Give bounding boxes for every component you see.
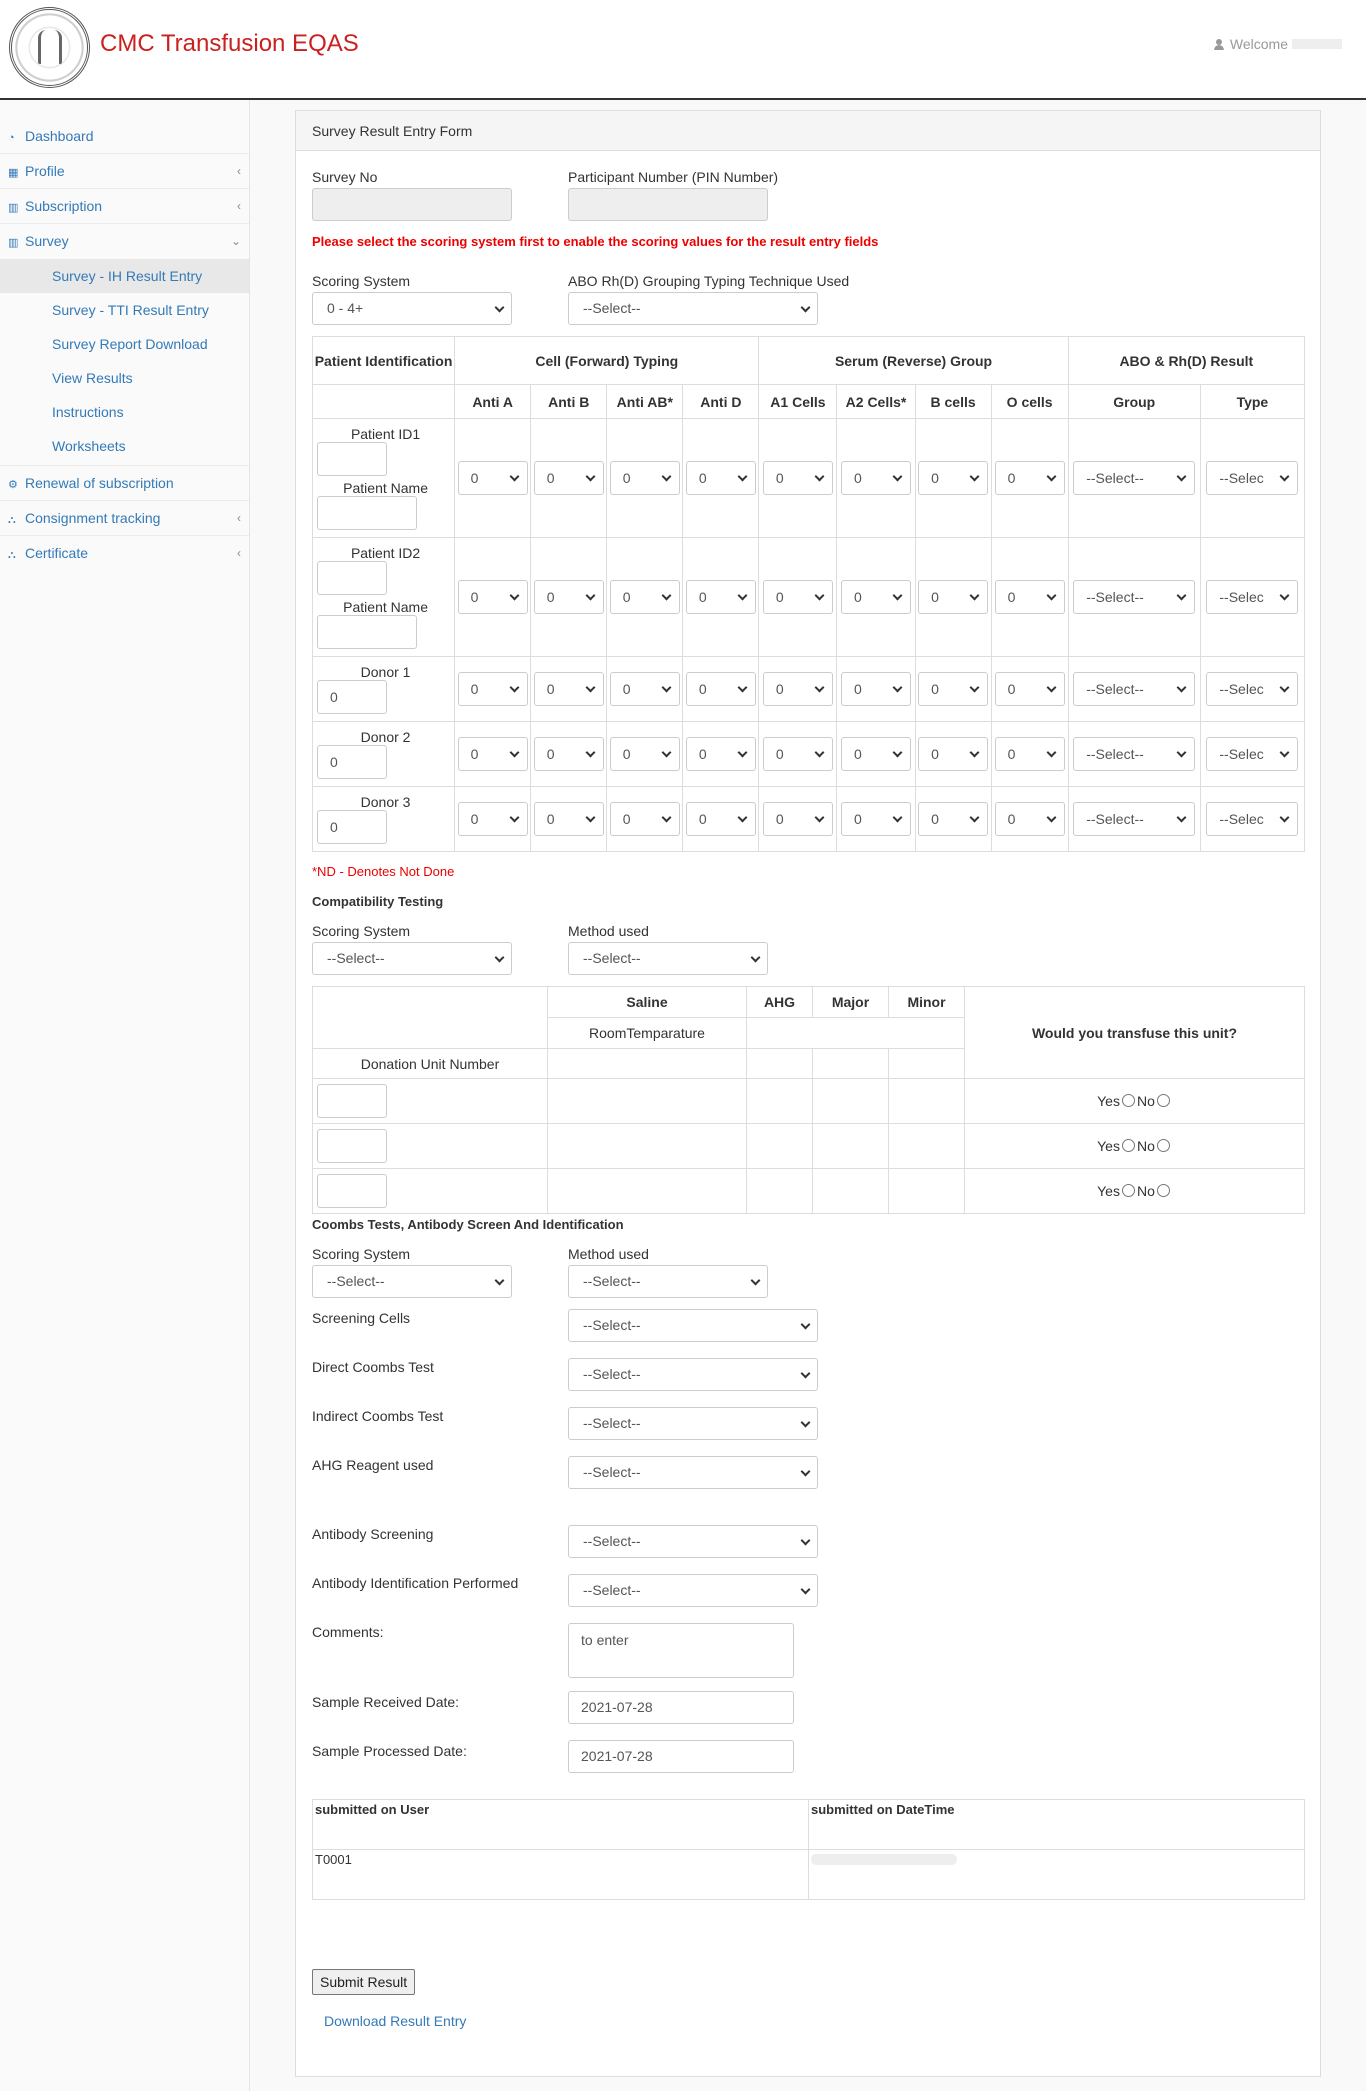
donor-3-input[interactable]: 0 <box>317 810 387 844</box>
submitted-user-value: T0001 <box>313 1850 809 1900</box>
b-cells-select[interactable]: 0 <box>918 580 988 614</box>
serum-group-header: Serum (Reverse) Group <box>759 337 1068 385</box>
compatibility-table: Saline AHG Major Minor Would you transfuse this unit? RoomTemparature Donation Unit Number Yes No Yes No Yes No <box>312 986 1305 1214</box>
transfuse-yes-radio[interactable] <box>1122 1184 1135 1197</box>
col-anti-a: Anti A <box>455 385 531 419</box>
col-a1-cells: A1 Cells <box>759 385 837 419</box>
anti-ab-select[interactable]: 0 <box>610 737 680 771</box>
pin-label: Participant Number (PIN Number) <box>568 169 779 185</box>
transfuse-question: Would you transfuse this unit? <box>965 987 1305 1079</box>
chevron-left-icon: ‹ <box>237 546 241 560</box>
patient-name-label: Patient Name <box>343 599 428 615</box>
sitemap-icon: ⛬ <box>8 514 16 526</box>
college-logo <box>9 7 90 88</box>
submitted-user-header: submitted on User <box>313 1800 809 1850</box>
a1-cells-select[interactable]: 0 <box>763 802 833 836</box>
gears-icon: ⚙ <box>8 479 18 491</box>
donor-1-input[interactable]: 0 <box>317 680 387 714</box>
col-o-cells: O cells <box>991 385 1068 419</box>
donation-unit-input[interactable] <box>317 1129 387 1163</box>
chevron-left-icon: ‹ <box>237 511 241 525</box>
patient-id1-input[interactable] <box>317 442 387 476</box>
ahg-reagent-select[interactable]: --Select-- <box>568 1456 818 1489</box>
anti-a-select[interactable]: 0 <box>458 802 528 836</box>
anti-a-select[interactable]: 0 <box>458 672 528 706</box>
download-result-entry-link[interactable]: Download Result Entry <box>324 2013 467 2029</box>
group-select[interactable]: --Select-- <box>1073 672 1195 706</box>
type-select[interactable]: --Selec <box>1206 737 1298 771</box>
sidebar-item-survey[interactable]: ▥ Survey ⌄ <box>0 224 249 259</box>
col-anti-d: Anti D <box>683 385 759 419</box>
comments-textarea[interactable]: to enter <box>568 1623 794 1678</box>
b-cells-select[interactable]: 0 <box>918 802 988 836</box>
anti-b-select[interactable]: 0 <box>534 461 604 495</box>
donation-unit-input[interactable] <box>317 1174 387 1208</box>
b-cells-select[interactable]: 0 <box>918 672 988 706</box>
o-cells-select[interactable]: 0 <box>995 672 1065 706</box>
a2-cells-select[interactable]: 0 <box>841 672 911 706</box>
antibody-screening-label: Antibody Screening <box>312 1526 434 1542</box>
donor-3-label: Donor 3 <box>360 794 411 810</box>
donor-row-3 <box>313 787 1305 852</box>
sidebar-item-view-results[interactable]: View Results <box>52 370 133 386</box>
b-cells-select[interactable]: 0 <box>918 461 988 495</box>
patient-id2-label: Patient ID2 <box>350 545 421 561</box>
group-select[interactable]: --Select-- <box>1073 802 1195 836</box>
donor-row-1 <box>313 657 1305 722</box>
processed-date-input[interactable]: 2021-07-28 <box>568 1740 794 1773</box>
technique-label: ABO Rh(D) Grouping Typing Technique Used <box>568 273 850 289</box>
pin-field[interactable] <box>568 188 768 221</box>
patient-id1-label: Patient ID1 <box>350 426 421 442</box>
technique-select[interactable]: --Select-- <box>568 292 818 325</box>
sidebar-item-tti-result-entry[interactable]: Survey - TTI Result Entry <box>52 302 209 318</box>
received-date-input[interactable]: 2021-07-28 <box>568 1691 794 1724</box>
sidebar-item-worksheets[interactable]: Worksheets <box>52 438 126 454</box>
table-icon: ▦ <box>8 167 19 179</box>
anti-b-select[interactable]: 0 <box>534 802 604 836</box>
a1-cells-select[interactable]: 0 <box>763 737 833 771</box>
dashboard-icon: ◔ <box>8 132 15 144</box>
type-select[interactable]: --Selec <box>1206 672 1298 706</box>
sidebar-item-consignment[interactable]: ⛬ Consignment tracking ‹ <box>0 501 249 536</box>
ahg-reagent-label: AHG Reagent used <box>312 1457 434 1473</box>
sidebar-item-certificate[interactable]: ⛬ Certificate ‹ <box>0 536 249 571</box>
anti-d-select[interactable]: 0 <box>686 580 756 614</box>
cell-typing-header: Cell (Forward) Typing <box>455 337 759 385</box>
b-cells-select[interactable]: 0 <box>918 737 988 771</box>
abo-result-header: ABO & Rh(D) Result <box>1068 337 1304 385</box>
col-group: Group <box>1068 385 1200 419</box>
compat-method-select[interactable]: --Select-- <box>568 942 768 975</box>
sidebar-item-renewal[interactable]: ⚙ Renewal of subscription <box>0 466 249 501</box>
scoring-system-label: Scoring System <box>312 273 411 289</box>
a2-cells-select[interactable]: 0 <box>841 461 911 495</box>
screening-cells-label: Screening Cells <box>312 1310 411 1326</box>
compat-scoring-select[interactable]: --Select-- <box>312 942 512 975</box>
chevron-left-icon: ‹ <box>237 164 241 178</box>
col-anti-b: Anti B <box>531 385 607 419</box>
abo-result-table <box>312 336 1305 852</box>
result-entry-panel <box>295 110 1321 2077</box>
antibody-id-label: Antibody Identification Performed <box>312 1575 519 1591</box>
group-select[interactable]: --Select-- <box>1073 580 1195 614</box>
anti-d-select[interactable]: 0 <box>686 461 756 495</box>
compat-scoring-label: Scoring System <box>312 923 411 939</box>
welcome-user[interactable]: Welcome <box>1214 36 1342 52</box>
datetime-redacted <box>811 1854 957 1865</box>
received-date-label: Sample Received Date: <box>312 1694 460 1710</box>
patient-identification-header: Patient Identification <box>313 337 455 385</box>
sidebar-item-survey-report-download[interactable]: Survey Report Download <box>52 336 208 352</box>
username-redacted <box>1292 39 1342 49</box>
type-select[interactable]: --Selec <box>1206 461 1298 495</box>
anti-a-select[interactable]: 0 <box>458 737 528 771</box>
survey-no-label: Survey No <box>312 169 378 185</box>
coombs-method-label: Method used <box>568 1246 649 1262</box>
minor-header: Minor <box>889 987 965 1018</box>
a1-cells-select[interactable]: 0 <box>763 461 833 495</box>
submitted-datetime-header: submitted on DateTime <box>809 1800 1305 1850</box>
ahg-header: AHG <box>747 987 813 1018</box>
transfuse-no-radio[interactable] <box>1157 1184 1170 1197</box>
o-cells-select[interactable]: 0 <box>995 737 1065 771</box>
o-cells-select[interactable]: 0 <box>995 580 1065 614</box>
indirect-coombs-label: Indirect Coombs Test <box>312 1408 444 1424</box>
app-title: CMC Transfusion EQAS <box>100 30 359 57</box>
user-icon <box>1214 39 1224 50</box>
room-temp-header: RoomTemparature <box>548 1018 747 1049</box>
direct-coombs-select[interactable]: --Select-- <box>568 1358 818 1391</box>
bar-chart-icon: ▥ <box>8 237 19 249</box>
transfuse-no-radio[interactable] <box>1157 1094 1170 1107</box>
anti-a-select[interactable]: 0 <box>458 580 528 614</box>
bar-chart-icon: ▥ <box>8 202 19 214</box>
sidebar-item-subscription[interactable]: ▥ Subscription ‹ <box>0 189 249 224</box>
anti-b-select[interactable]: 0 <box>534 737 604 771</box>
chevron-left-icon: ‹ <box>237 199 241 213</box>
indirect-coombs-select[interactable]: --Select-- <box>568 1407 818 1440</box>
donation-unit-input[interactable] <box>317 1084 387 1118</box>
compatibility-title: Compatibility Testing <box>312 894 444 909</box>
compat-method-label: Method used <box>568 923 649 939</box>
group-select[interactable]: --Select-- <box>1073 461 1195 495</box>
col-a2-cells: A2 Cells* <box>837 385 915 419</box>
antibody-id-select[interactable]: --Select-- <box>568 1574 818 1607</box>
donor-1-label: Donor 1 <box>360 664 411 680</box>
sidebar-item-ih-result-entry[interactable]: Survey - IH Result Entry <box>0 259 249 293</box>
patient-name1-input[interactable] <box>317 496 417 530</box>
anti-ab-select[interactable]: 0 <box>610 802 680 836</box>
donation-unit-header: Donation Unit Number <box>313 1049 548 1079</box>
coombs-title: Coombs Tests, Antibody Screen And Identification <box>312 1217 624 1232</box>
submission-table <box>312 1799 1305 1900</box>
sidebar-item-profile[interactable]: ▦ Profile ‹ <box>0 154 249 189</box>
nd-note: *ND - Denotes Not Done <box>312 864 455 879</box>
o-cells-select[interactable]: 0 <box>995 802 1065 836</box>
donor-2-input[interactable]: 0 <box>317 745 387 779</box>
sidebar-item-dashboard[interactable]: ◔ Dashboard <box>0 119 249 154</box>
sitemap-icon: ⛬ <box>8 549 16 561</box>
group-select[interactable]: --Select-- <box>1073 737 1195 771</box>
scoring-warning: Please select the scoring system first to enable the scoring values for the result entry fields <box>312 234 879 249</box>
a1-cells-select[interactable]: 0 <box>763 672 833 706</box>
survey-no-field[interactable] <box>312 188 512 221</box>
coombs-method-select[interactable]: --Select-- <box>568 1265 768 1298</box>
patient-name-label: Patient Name <box>343 480 428 496</box>
anti-b-select[interactable]: 0 <box>534 580 604 614</box>
sidebar <box>0 100 250 2091</box>
major-header: Major <box>813 987 889 1018</box>
col-anti-ab: Anti AB* <box>607 385 683 419</box>
screening-cells-select[interactable]: --Select-- <box>568 1309 818 1342</box>
top-bar <box>0 0 1366 100</box>
a2-cells-select[interactable]: 0 <box>841 802 911 836</box>
anti-ab-select[interactable]: 0 <box>610 461 680 495</box>
anti-ab-select[interactable]: 0 <box>610 672 680 706</box>
coombs-scoring-select[interactable]: --Select-- <box>312 1265 512 1298</box>
type-select[interactable]: --Selec <box>1206 802 1298 836</box>
donor-2-label: Donor 2 <box>360 729 411 745</box>
patient-row-2 <box>313 538 1305 657</box>
col-type: Type <box>1200 385 1304 419</box>
col-b-cells: B cells <box>915 385 991 419</box>
patient-name2-input[interactable] <box>317 615 417 649</box>
scoring-system-select[interactable]: 0 - 4+ <box>312 292 512 325</box>
sidebar-item-instructions[interactable]: Instructions <box>52 404 124 420</box>
patient-id2-input[interactable] <box>317 561 387 595</box>
anti-d-select[interactable]: 0 <box>686 802 756 836</box>
saline-header: Saline <box>548 987 747 1018</box>
submit-result-button[interactable]: Submit Result <box>312 1969 415 1995</box>
a2-cells-select[interactable]: 0 <box>841 580 911 614</box>
o-cells-select[interactable]: 0 <box>995 461 1065 495</box>
chevron-down-icon: ⌄ <box>230 234 241 248</box>
a1-cells-select[interactable]: 0 <box>763 580 833 614</box>
comments-label: Comments: <box>312 1624 384 1640</box>
patient-row-1 <box>313 419 1305 538</box>
transfuse-no-radio[interactable] <box>1157 1139 1170 1152</box>
a2-cells-select[interactable]: 0 <box>841 737 911 771</box>
anti-a-select[interactable]: 0 <box>458 461 528 495</box>
type-select[interactable]: --Selec <box>1206 580 1298 614</box>
transfuse-yes-radio[interactable] <box>1122 1094 1135 1107</box>
donor-row-2 <box>313 722 1305 787</box>
transfuse-yes-radio[interactable] <box>1122 1139 1135 1152</box>
processed-date-label: Sample Processed Date: <box>312 1743 467 1759</box>
coombs-scoring-label: Scoring System <box>312 1246 411 1262</box>
antibody-screening-select[interactable]: --Select-- <box>568 1525 818 1558</box>
direct-coombs-label: Direct Coombs Test <box>312 1359 434 1375</box>
panel-heading: Survey Result Entry Form <box>296 111 1320 151</box>
anti-d-select[interactable]: 0 <box>686 672 756 706</box>
anti-d-select[interactable]: 0 <box>686 737 756 771</box>
anti-b-select[interactable]: 0 <box>534 672 604 706</box>
anti-ab-select[interactable]: 0 <box>610 580 680 614</box>
